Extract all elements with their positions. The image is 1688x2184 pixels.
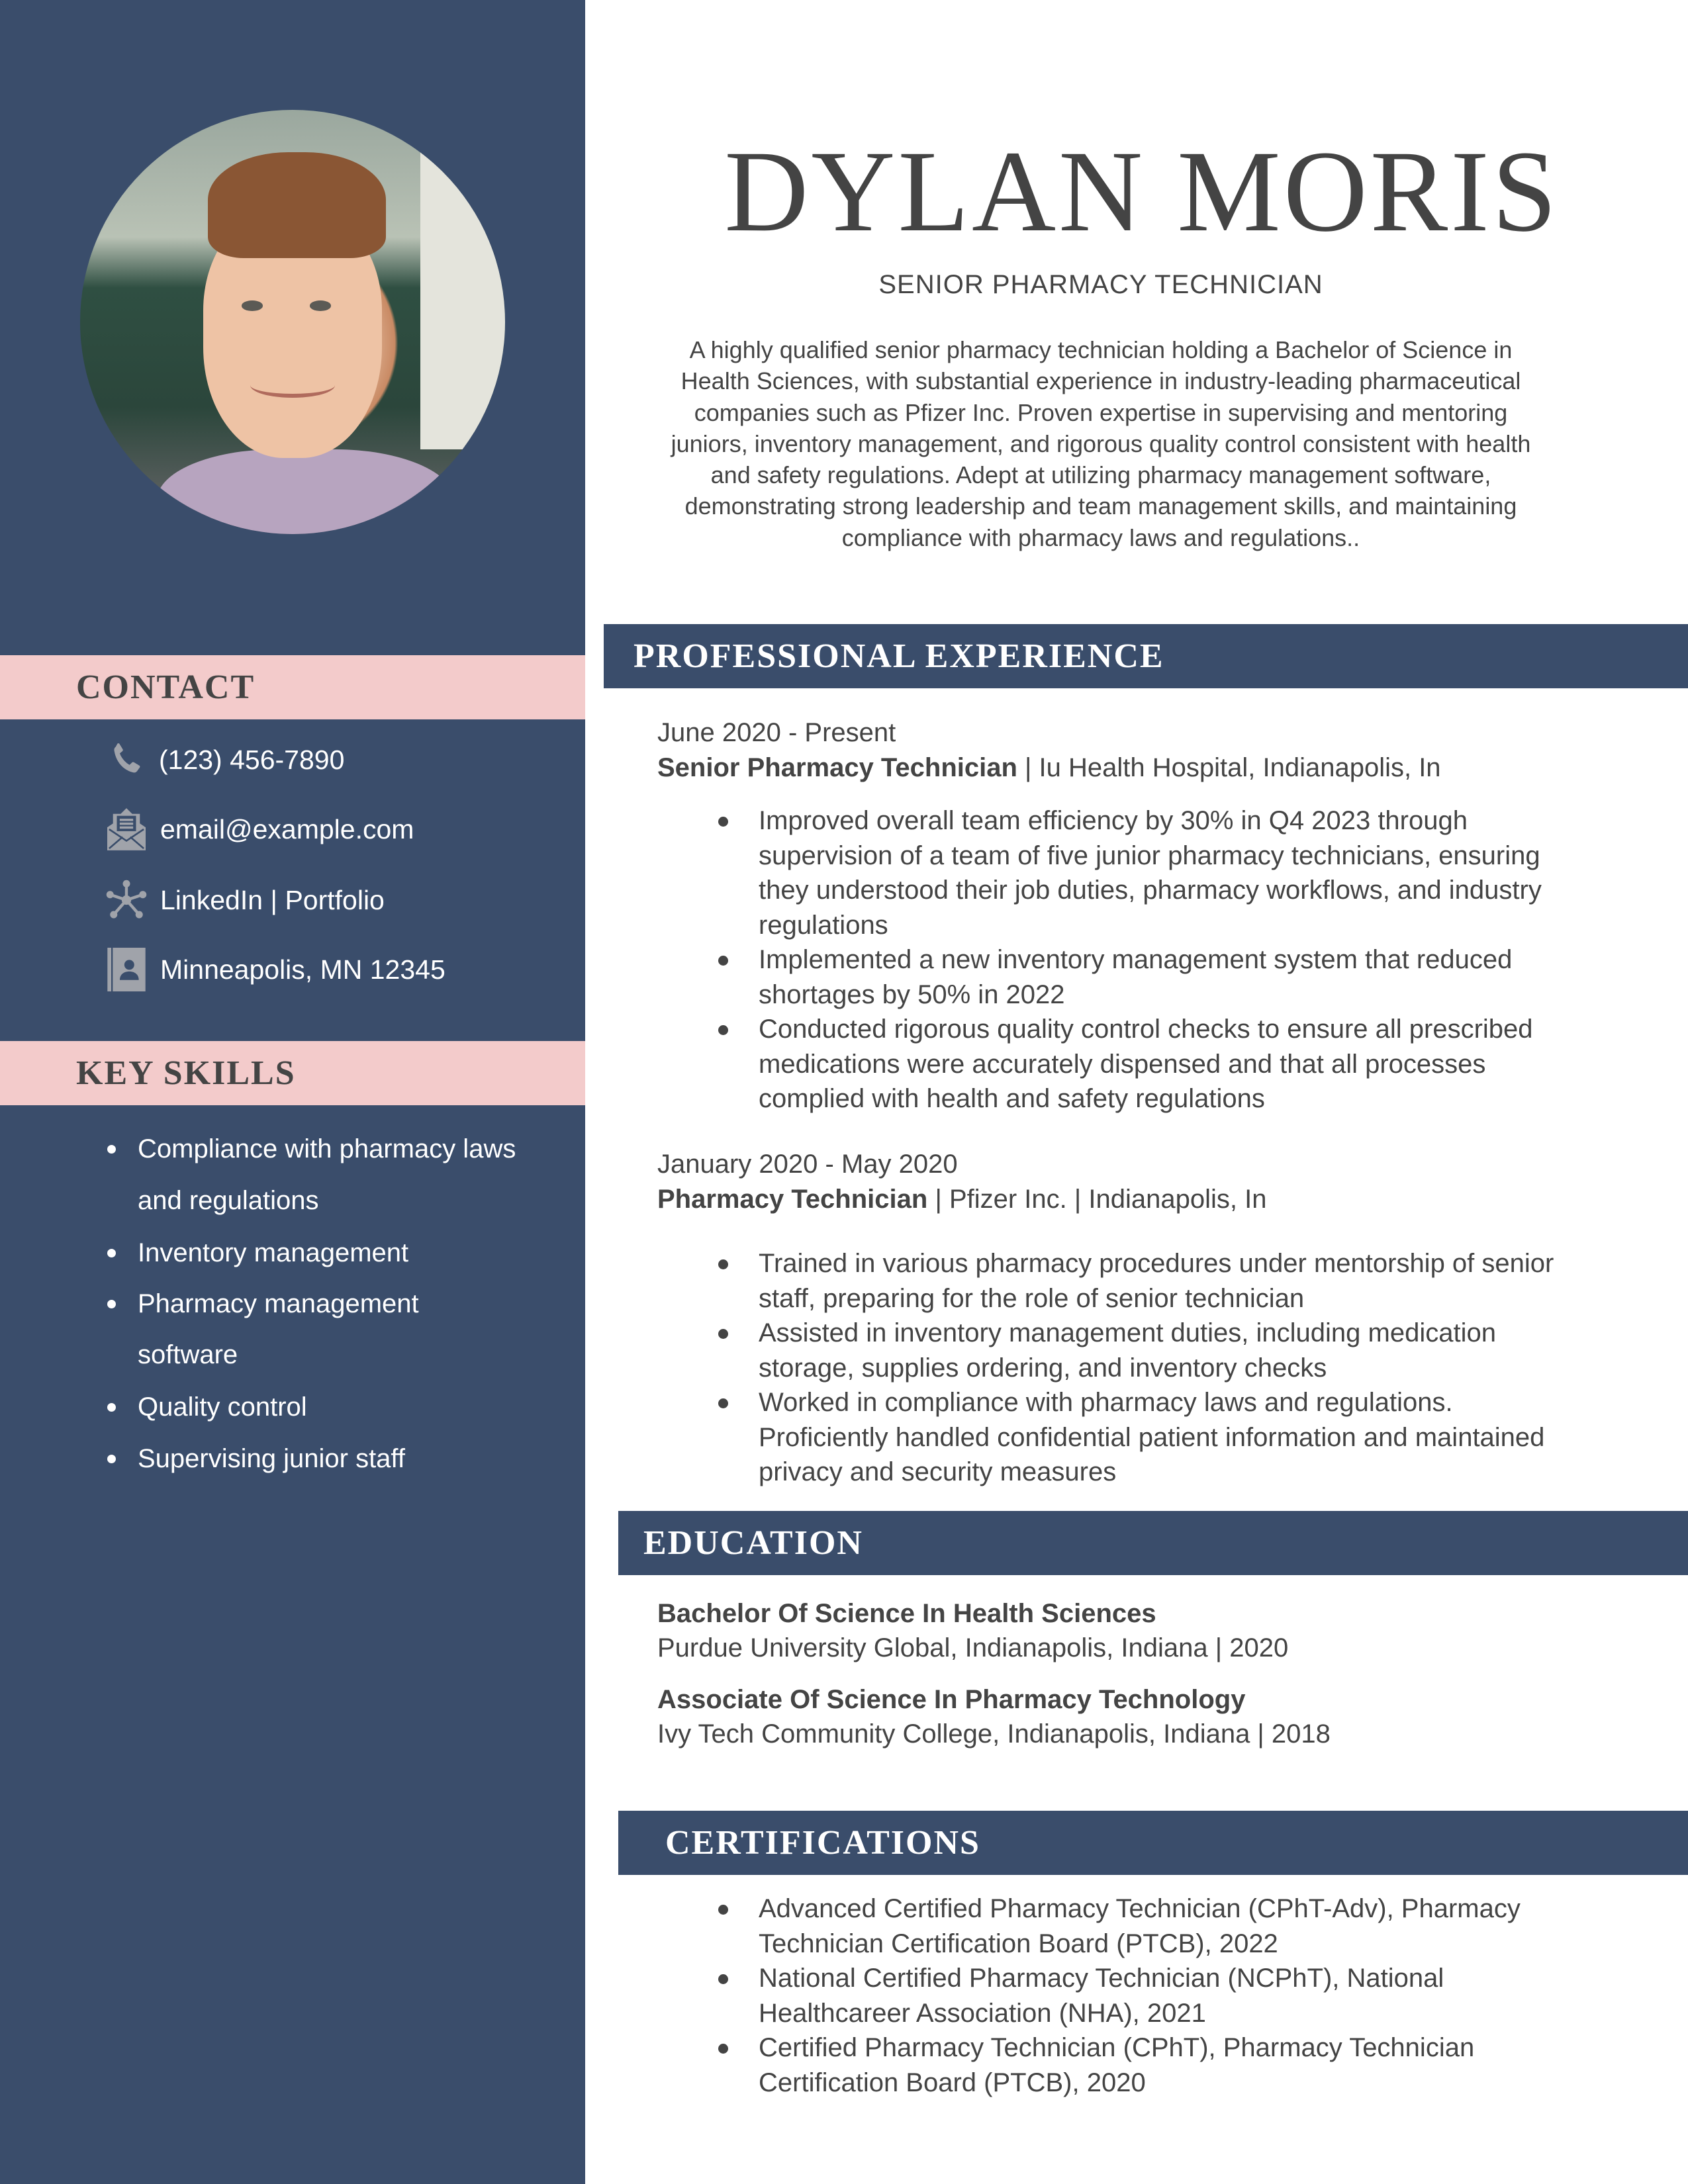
address-book-icon xyxy=(105,948,148,991)
certifications-heading: CERTIFICATIONS xyxy=(665,1824,980,1862)
job-role-line xyxy=(657,753,1441,783)
skill-text: software xyxy=(138,1340,238,1369)
professional-summary: A highly qualified senior pharmacy technician holding a Bachelor of Science in Health Sciences, with substantial experience in industry-leading pharmaceutical companies such as Pfizer Inc. Proven expertise in supervising and mentoring juniors, inventory management, and rigorous quality control consistent with health and safety regulations. Adept at utilizing pharmacy management software, demonstrating strong leadership and team management skills, and maintaining compliance with pharmacy laws and regulations.. xyxy=(671,336,1531,551)
job-role: Pharmacy Technician xyxy=(657,1185,928,1214)
candidate-name: DYLAN MORIS xyxy=(724,127,1560,256)
job-bullet: Assisted in inventory management duties, including medication storage, supplies ordering, and inventory checks xyxy=(759,1316,1560,1385)
email-icon xyxy=(105,807,148,851)
contact-heading-band xyxy=(0,655,585,719)
job-bullet: Conducted rigorous quality control checks to ensure all prescribed medications were accurately dispensed and that all processes complied with health and safety regulations xyxy=(759,1012,1560,1116)
skill-item xyxy=(138,1439,405,1479)
contact-phone-text: (123) 456-7890 xyxy=(159,744,345,775)
job-bullet: Improved overall team efficiency by 30% in Q4 2023 through supervision of a team of five junior pharmacy technicians, ensuring they understood their job duties, pharmacy workflows, and industry regulations xyxy=(759,803,1560,942)
skill-item xyxy=(138,1129,516,1169)
job-bullet: Trained in various pharmacy procedures under mentorship of senior staff, preparing for the role of senior technician xyxy=(759,1246,1560,1316)
bullet-icon xyxy=(107,1145,116,1154)
bullet-icon xyxy=(107,1455,116,1463)
certification-item: National Certified Pharmacy Technician (NCPhT), National Healthcareer Association (NHA), 2021 xyxy=(759,1961,1553,2030)
certification-item: Advanced Certified Pharmacy Technician (CPhT-Adv), Pharmacy Technician Certification Board (PTCB), 2022 xyxy=(759,1891,1553,1961)
photo-eye xyxy=(310,300,331,310)
photo-hoodie xyxy=(157,449,454,534)
job-role: Senior Pharmacy Technician xyxy=(657,753,1017,782)
photo-background xyxy=(420,152,505,449)
bullet-icon xyxy=(107,1403,116,1412)
education-school: Purdue University Global, Indianapolis, Indiana | 2020 xyxy=(657,1633,1289,1662)
skill-text: and regulations xyxy=(138,1186,319,1215)
experience-heading-band xyxy=(604,624,1688,688)
skill-item-continued xyxy=(138,1181,319,1220)
network-icon xyxy=(105,878,148,922)
job-dates: January 2020 - May 2020 xyxy=(657,1150,958,1179)
job-bullet: Worked in compliance with pharmacy laws and regulations. Proficiently handled confidential patient information and maintained privacy and security measures xyxy=(759,1385,1560,1490)
skill-item xyxy=(138,1284,419,1324)
skill-item xyxy=(138,1233,408,1273)
skill-text: Inventory management xyxy=(138,1238,409,1267)
profile-photo xyxy=(80,110,505,534)
skills-heading: KEY SKILLS xyxy=(76,1054,296,1092)
skills-heading-band xyxy=(0,1041,585,1105)
job-employer: | Iu Health Hospital, Indianapolis, In xyxy=(1017,753,1441,782)
experience-heading: PROFESSIONAL EXPERIENCE xyxy=(633,637,1164,675)
certification-list xyxy=(759,1891,1553,2100)
contact-address-text: Minneapolis, MN 12345 xyxy=(160,954,445,985)
contact-email[interactable] xyxy=(105,806,414,852)
education-degree: Associate Of Science In Pharmacy Technology xyxy=(657,1685,1246,1714)
contact-address xyxy=(105,946,445,993)
job-bullet: Implemented a new inventory management system that reduced shortages by 50% in 2022 xyxy=(759,942,1560,1012)
skill-text: Supervising junior staff xyxy=(138,1444,405,1473)
job-bullets xyxy=(759,803,1560,1116)
phone-icon xyxy=(105,738,148,782)
education-heading: EDUCATION xyxy=(643,1524,863,1562)
contact-heading: CONTACT xyxy=(76,668,256,706)
photo-eye xyxy=(242,300,263,310)
education-school: Ivy Tech Community College, Indianapolis, Indiana | 2018 xyxy=(657,1719,1331,1749)
contact-phone[interactable] xyxy=(105,737,344,783)
job-title: SENIOR PHARMACY TECHNICIAN xyxy=(878,270,1323,299)
contact-email-text: email@example.com xyxy=(160,813,414,844)
skill-item-continued xyxy=(138,1335,238,1375)
certification-item: Certified Pharmacy Technician (CPhT), Pharmacy Technician Certification Board (PTCB), 2020 xyxy=(759,2030,1553,2100)
contact-links-text: LinkedIn | Portfolio xyxy=(160,884,385,915)
job-employer: | Pfizer Inc. | Indianapolis, In xyxy=(927,1185,1267,1214)
education-degree: Bachelor Of Science In Health Sciences xyxy=(657,1599,1156,1628)
certifications-heading-band xyxy=(618,1811,1688,1875)
skill-text: Quality control xyxy=(138,1392,307,1422)
bullet-icon xyxy=(107,1300,116,1308)
job-dates: June 2020 - Present xyxy=(657,718,896,747)
contact-links[interactable] xyxy=(105,877,385,923)
photo-hair xyxy=(208,152,387,258)
job-bullets xyxy=(759,1246,1560,1490)
skill-item xyxy=(138,1387,307,1427)
skill-text: Compliance with pharmacy laws xyxy=(138,1134,516,1163)
education-heading-band xyxy=(618,1511,1688,1575)
job-role-line xyxy=(657,1185,1266,1214)
skill-text: Pharmacy management xyxy=(138,1289,419,1318)
bullet-icon xyxy=(107,1249,116,1257)
